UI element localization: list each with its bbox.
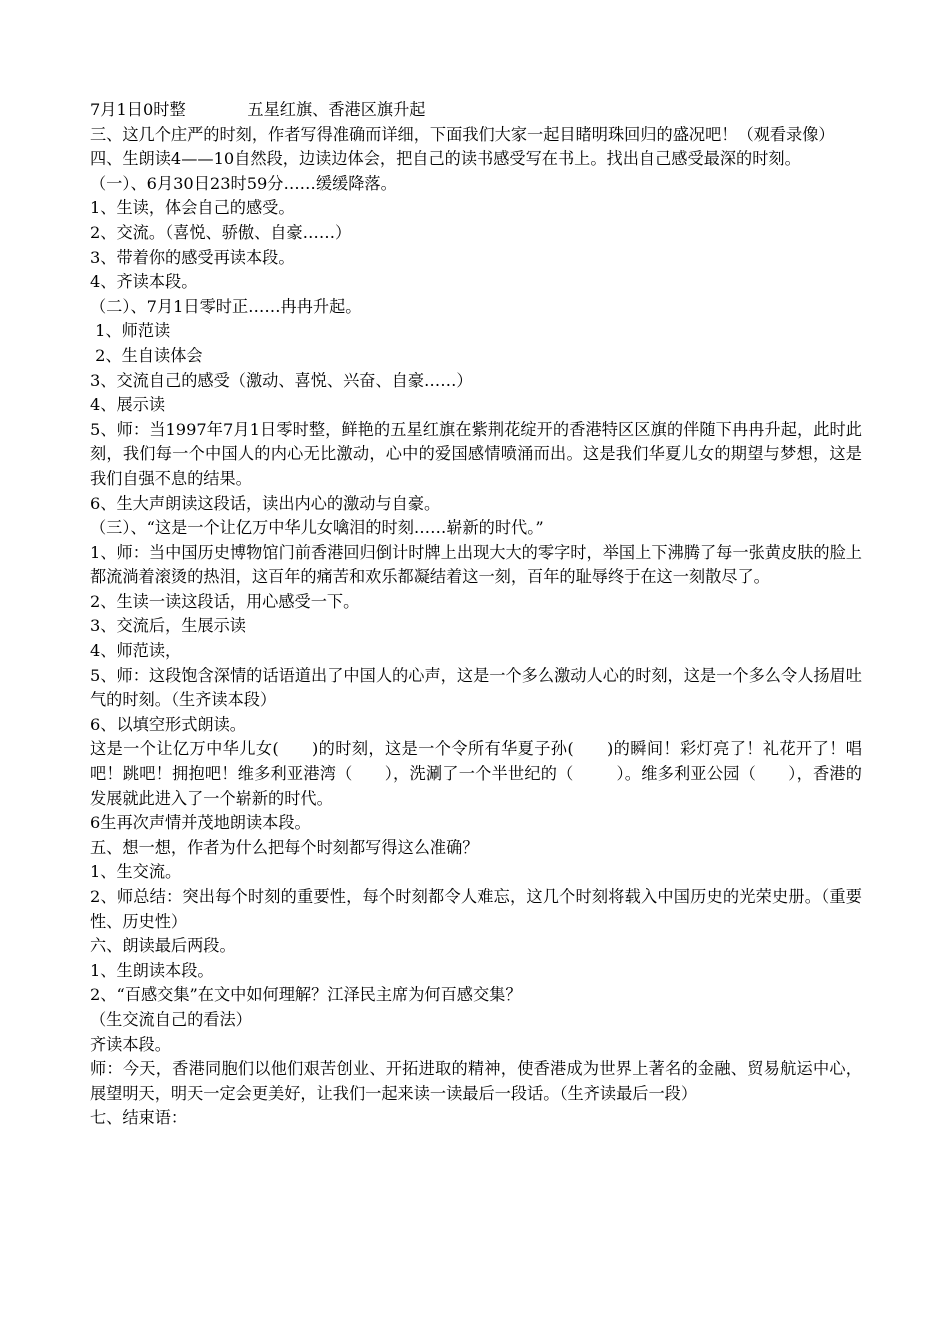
list-item: 4、展示读 [90,395,166,415]
list-item: 4、师范读， [90,641,182,661]
document-page [90,98,862,1131]
list-item: 3、带着你的感受再读本段。 [90,247,295,267]
list-item: 1、生读，体会自己的感受。 [90,198,295,218]
teacher-paragraph: 师：今天，香港同胞们以他们艰苦创业、开拓进取的精神，使香港成为世界上著名的金融、贸易航运中心，展望明天，明天一定会更美好，让我们一起来读一读最后一段话。（生齐读最后一段） [90,1059,862,1103]
list-item: （生交流自己的看法） [90,1009,252,1029]
teacher-summary-paragraph: 2、师总结：突出每个时刻的重要性，每个时刻都令人难忘，这几个时刻将载入中国历史的光荣史册。（重要性、历史性） [90,887,862,931]
teacher-paragraph: 5、师：当1997年7月1日零时整，鲜艳的五星红旗在紫荆花绽开的香港特区区旗的伴随下冉冉升起，此时此刻，我们每一个中国人的内心无比激动，心中的爱国感情喷涌而出。这是我们华夏儿女的期望与梦想，这是我们自强不息的结果。 [90,419,862,488]
subsection-2-heading: （二）、7月1日零时正……冉冉升起。 [90,296,362,316]
time-line-0100: 7月1日0时整 五星红旗、香港区旗升起 [90,100,426,119]
list-item: 1、生交流。 [90,862,182,882]
subsection-3-heading: （三）、“这是一个让亿万中华儿女噙泪的时刻……崭新的时代。” [90,518,544,538]
list-item: 4、齐读本段。 [90,272,198,292]
list-item: 2、生自读体会 [90,345,203,365]
list-item: 6生再次声情并茂地朗读本段。 [90,813,311,833]
list-item: 2、交流。（喜悦、骄傲、自豪……） [90,222,352,242]
list-item: 3、交流后，生展示读 [90,616,246,636]
list-item: 6、以填空形式朗读。 [90,714,246,734]
list-item: 3、交流自己的感受（激动、喜悦、兴奋、自豪……） [90,370,473,390]
teacher-paragraph: 1、师：当中国历史博物馆门前香港回归倒计时牌上出现大大的零字时，举国上下沸腾了每一张黄皮肤的脸上都流淌着滚烫的热泪，这百年的痛苦和欢乐都凝结着这一刻，百年的耻辱终于在这一刻散尽了。 [90,542,862,587]
fill-in-blank-paragraph: 这是一个让亿万中华儿女( )的时刻，这是一个令所有华夏子孙( )的瞬间！彩灯亮了！礼花开了！唱吧！跳吧！拥抱吧！维多利亚港湾（ ），洗涮了一个半世纪的（ ）。维多利亚公园（ ），香港的发展就此进入了一个崭新的时代。 [90,739,862,808]
list-item: 2、生读一读这段话，用心感受一下。 [90,591,360,611]
section-3-heading: 三、这几个庄严的时刻，作者写得准确而详细，下面我们大家一起目睹明珠回归的盛况吧！（观看录像） [90,124,835,144]
section-6-heading: 六、朗读最后两段。 [90,936,236,956]
list-item: 1、生朗读本段。 [90,960,214,980]
list-item: 齐读本段。 [90,1034,171,1054]
list-item: 6、生大声朗读这段话，读出内心的激动与自豪。 [90,493,441,513]
list-item: 2、“百感交集”在文中如何理解？江泽民主席为何百感交集？ [90,985,522,1005]
subsection-1-heading: （一）、6月30日23时59分……缓缓降落。 [90,173,397,193]
teacher-paragraph: 5、师：这段饱含深情的话语道出了中国人的心声，这是一个多么激动人心的时刻，这是一个多么令人扬眉吐气的时刻。（生齐读本段） [90,665,862,710]
section-4-heading: 四、生朗读4——10自然段，边读边体会，把自己的读书感受写在书上。找出自己感受最深的时刻。 [90,149,801,169]
section-7-heading: 七、结束语： [90,1108,188,1128]
list-item: 1、师范读 [90,321,171,341]
section-5-heading: 五、想一想，作者为什么把每个时刻都写得这么准确？ [90,837,479,857]
